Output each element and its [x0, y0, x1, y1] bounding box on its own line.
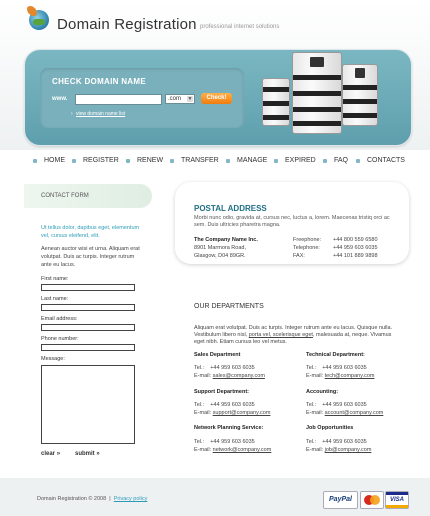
nav-item-renew[interactable]: RENEW	[137, 157, 164, 164]
site-header	[0, 0, 430, 44]
nav-item-expired[interactable]: EXPIRED	[285, 157, 316, 164]
department-name: Job Opportunities	[306, 425, 354, 431]
footer-text	[37, 496, 147, 502]
department-email	[194, 373, 265, 379]
domain-name-list-link[interactable]: › view domain name list	[76, 111, 125, 117]
tel-label: Tel.:	[306, 439, 317, 445]
footer-separator: |	[109, 496, 111, 502]
department-email-link[interactable]: network@company.com	[212, 447, 272, 453]
paypal-logo-icon	[323, 491, 358, 509]
email-label: E-mail:	[306, 410, 324, 416]
postal-address-title: POSTAL ADDRESS	[194, 204, 267, 213]
freephone-value: +44 800 559 6580	[333, 237, 378, 243]
submit-button[interactable]	[75, 451, 100, 457]
check-button[interactable]: Check!	[201, 93, 232, 104]
company-name: The Company Name Inc.	[194, 237, 258, 243]
department-email	[194, 410, 270, 416]
department-tel-value: +44 959 603 6035	[210, 439, 255, 445]
email-label: E-mail:	[194, 410, 212, 416]
visa-text: VISA	[389, 497, 404, 503]
email-label: E-mail:	[194, 373, 212, 379]
chevron-down-icon[interactable]: ▼	[187, 96, 193, 102]
city-address: Glasgow, D04 89GR.	[194, 253, 246, 259]
mastercard-logo-icon	[360, 491, 384, 509]
department-tel	[194, 365, 255, 371]
nav-item-contacts[interactable]: CONTACTS	[367, 157, 405, 164]
departments-text-before: Aliquam erat volutpat. Duis ac turpis. Integer rutrum ante eu lacus. Quisque nulla. Vestibulum libero nisl,	[194, 325, 393, 338]
main-navigation	[24, 157, 410, 169]
department-tel-value: +44 959 603 6035	[322, 365, 367, 371]
privacy-policy-link[interactable]: Privacy policy	[113, 496, 148, 502]
department-email	[306, 373, 374, 379]
email-label: E-mail:	[306, 373, 324, 379]
nav-item-transfer[interactable]: TRANSFER	[181, 157, 219, 164]
tld-select[interactable]	[165, 94, 195, 104]
department-tel	[306, 439, 367, 445]
server-tower-icon	[292, 52, 342, 134]
chevron-right-icon: »	[96, 451, 100, 457]
department-email	[306, 410, 383, 416]
department-tel	[306, 402, 367, 408]
telephone-value: +44 959 603 6035	[333, 245, 378, 251]
street-address: 8901 Marmora Road,	[194, 245, 246, 251]
email-field[interactable]	[41, 324, 135, 331]
department-name: Accounting:	[306, 389, 339, 395]
fax-label: FAX:	[293, 253, 305, 259]
department-name: Sales Department	[194, 352, 241, 358]
paypal-text: PayPal	[329, 496, 352, 503]
globe-logo-icon[interactable]	[29, 10, 49, 30]
departments-inline-link[interactable]: porta vel, scelerisque eget	[248, 332, 313, 338]
department-email-link[interactable]: sales@company.com	[212, 373, 265, 379]
tel-label: Tel.:	[306, 402, 317, 408]
tel-label: Tel.:	[194, 402, 205, 408]
message-textarea[interactable]	[41, 365, 135, 444]
server-illustration-icon	[262, 78, 290, 126]
department-email	[306, 447, 371, 453]
department-email-link[interactable]: support@company.com	[212, 410, 271, 416]
departments-text-after: , malesuada at, neque. Vivamus eget nibh. Etiam cursus leo vel metus.	[194, 332, 392, 345]
department-email-link[interactable]: tech@company.com	[324, 373, 375, 379]
contact-lead-text: Ut tellus dolor, dapibus eget, elementum vel, cursus eleifend, elit.	[41, 225, 140, 239]
copyright-text: Domain Registration © 2008	[37, 496, 107, 502]
department-tel-value: +44 959 603 6035	[210, 402, 255, 408]
nav-item-home[interactable]: HOME	[44, 157, 65, 164]
tel-label: Tel.:	[194, 365, 205, 371]
message-label: Message:	[41, 356, 65, 362]
nav-item-register[interactable]: REGISTER	[83, 157, 119, 164]
first-name-field[interactable]	[41, 284, 135, 291]
freephone-label: Freephone:	[293, 237, 322, 243]
department-tel-value: +44 959 603 6035	[210, 365, 255, 371]
email-label: E-mail:	[194, 447, 212, 453]
fax-value: +44 101 889 9898	[333, 253, 378, 259]
tel-label: Tel.:	[306, 365, 317, 371]
department-tel	[306, 365, 367, 371]
server-unit-icon	[342, 64, 378, 126]
department-tel	[194, 402, 255, 408]
www-label: www.	[52, 96, 68, 102]
contact-form-title: CONTACT FORM	[41, 193, 89, 199]
departments-title: OUR DEPARTMENTS	[194, 303, 264, 310]
department-email-link[interactable]: account@company.com	[324, 410, 384, 416]
first-name-label: First name:	[41, 276, 69, 282]
tel-label: Tel.:	[194, 439, 205, 445]
telephone-label: Telephone:	[293, 245, 320, 251]
nav-item-manage[interactable]: MANAGE	[237, 157, 268, 164]
clear-label: clear	[41, 451, 56, 457]
last-name-label: Last name:	[41, 296, 69, 302]
site-subtitle: professional internet solutions	[200, 24, 280, 30]
tld-selected-value: .com	[168, 96, 182, 102]
phone-label: Phone number:	[41, 336, 79, 342]
department-name: Support Department:	[194, 389, 249, 395]
department-email-link[interactable]: job@company.com	[324, 447, 372, 453]
last-name-field[interactable]	[41, 304, 135, 311]
chevron-right-icon: »	[56, 451, 61, 457]
domain-name-input[interactable]	[75, 94, 162, 105]
department-tel	[194, 439, 255, 445]
department-tel-value: +44 959 603 6035	[322, 439, 367, 445]
site-title[interactable]: Domain Registration	[57, 16, 197, 33]
contact-intro-text: Aenean auctor wisi et urna. Aliquam erat volutpat. Duis ac turpis. Integer rutrum ante eu lacus.	[41, 246, 140, 268]
email-label: E-mail:	[306, 447, 324, 453]
postal-address-text: Morbi nunc odio, gravida at, cursus nec, luctus a, lorem. Maecenas tristiq orci ac sem. Duis ultricies pharetra magna.	[194, 215, 390, 228]
email-label: Email address:	[41, 316, 78, 322]
phone-field[interactable]	[41, 344, 135, 351]
departments-text	[194, 325, 398, 346]
department-email	[194, 447, 271, 453]
submit-label: submit	[75, 451, 95, 457]
clear-button[interactable]	[41, 451, 60, 457]
department-tel-value: +44 959 603 6035	[322, 402, 367, 408]
department-name: Technical Department:	[306, 352, 365, 358]
check-domain-title: CHECK DOMAIN NAME	[52, 77, 146, 86]
department-name: Network Planning Service:	[194, 425, 264, 431]
nav-item-faq[interactable]: FAQ	[334, 157, 349, 164]
visa-logo-icon	[385, 491, 409, 509]
